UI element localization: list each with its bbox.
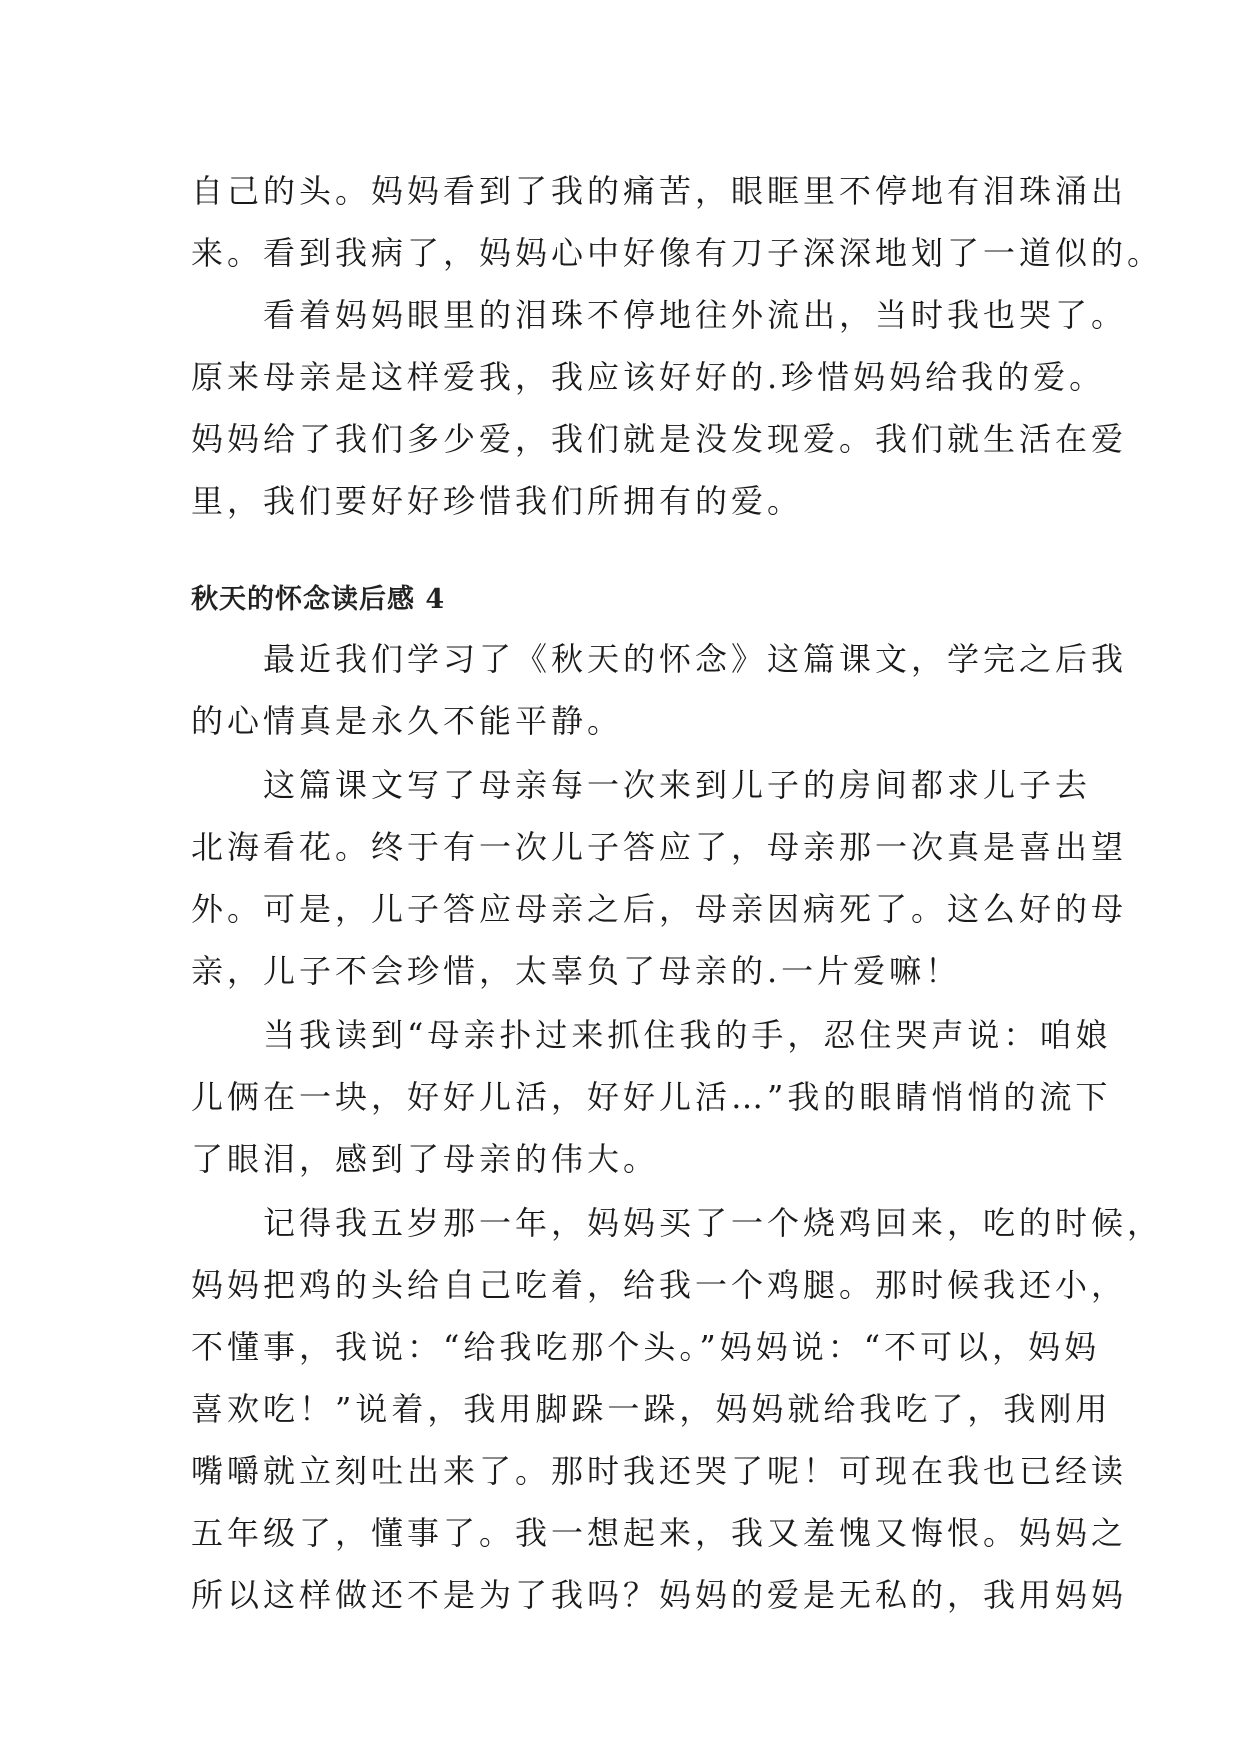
text-line: 妈妈给了我们多少爱，我们就是没发现爱。我们就生活在爱	[191, 420, 1128, 458]
spacer	[191, 532, 1071, 576]
text-line: 亲，儿子不会珍惜，太辜负了母亲的.一片爱嘛！	[191, 952, 962, 990]
text-line: 看着妈妈眼里的泪珠不停地往外流出，当时我也哭了。	[263, 296, 1128, 334]
text-line: 里，我们要好好珍惜我们所拥有的爱。	[191, 482, 804, 520]
paragraph	[191, 1004, 1112, 1190]
paragraph	[191, 1192, 1164, 1626]
text-line: 喜欢吃！”说着，我用脚跺一跺，妈妈就给我吃了，我刚用	[191, 1390, 1112, 1428]
text-line: 原来母亲是这样爱我，我应该好好的.珍惜妈妈给我的爱。	[191, 358, 1106, 396]
paragraph	[191, 754, 1128, 1002]
paragraph	[191, 284, 1128, 532]
text-line: 了眼泪，感到了母亲的伟大。	[191, 1140, 660, 1178]
text-line: 最近我们学习了《秋天的怀念》这篇课文，学完之后我	[263, 640, 1128, 678]
paragraph	[191, 160, 1164, 284]
text-line: 北海看花。终于有一次儿子答应了，母亲那一次真是喜出望	[191, 828, 1128, 866]
document-body	[191, 160, 1164, 1626]
text-line: 自己的头。妈妈看到了我的痛苦，眼眶里不停地有泪珠涌出	[191, 172, 1128, 210]
text-line: 的心情真是永久不能平静。	[191, 702, 624, 740]
text-line: 五年级了，懂事了。我一想起来，我又羞愧又悔恨。妈妈之	[191, 1514, 1128, 1552]
text-line: 嘴嚼就立刻吐出来了。那时我还哭了呢！可现在我也已经读	[191, 1452, 1128, 1490]
text-line: 记得我五岁那一年，妈妈买了一个烧鸡回来，吃的时候，	[263, 1204, 1164, 1242]
text-line: 来。看到我病了，妈妈心中好像有刀子深深地划了一道似的。	[191, 234, 1164, 272]
text-line: 当我读到“母亲扑过来抓住我的手，忍住哭声说：咱娘	[263, 1016, 1112, 1054]
text-line: 儿俩在一块，好好儿活，好好儿活…”我的眼睛悄悄的流下	[191, 1078, 1112, 1116]
text-line: 这篇课文写了母亲每一次来到儿子的房间都求儿子去	[263, 766, 1092, 804]
paragraph	[191, 628, 1128, 752]
text-line: 外。可是，儿子答应母亲之后，母亲因病死了。这么好的母	[191, 890, 1128, 928]
text-line: 不懂事，我说：“给我吃那个头。”妈妈说：“不可以，妈妈	[191, 1328, 1101, 1366]
text-line: 所以这样做还不是为了我吗？妈妈的爱是无私的，我用妈妈	[191, 1576, 1128, 1614]
section-title: 秋天的怀念读后感 4	[191, 584, 446, 615]
text-line: 妈妈把鸡的头给自己吃着，给我一个鸡腿。那时候我还小，	[191, 1266, 1128, 1304]
